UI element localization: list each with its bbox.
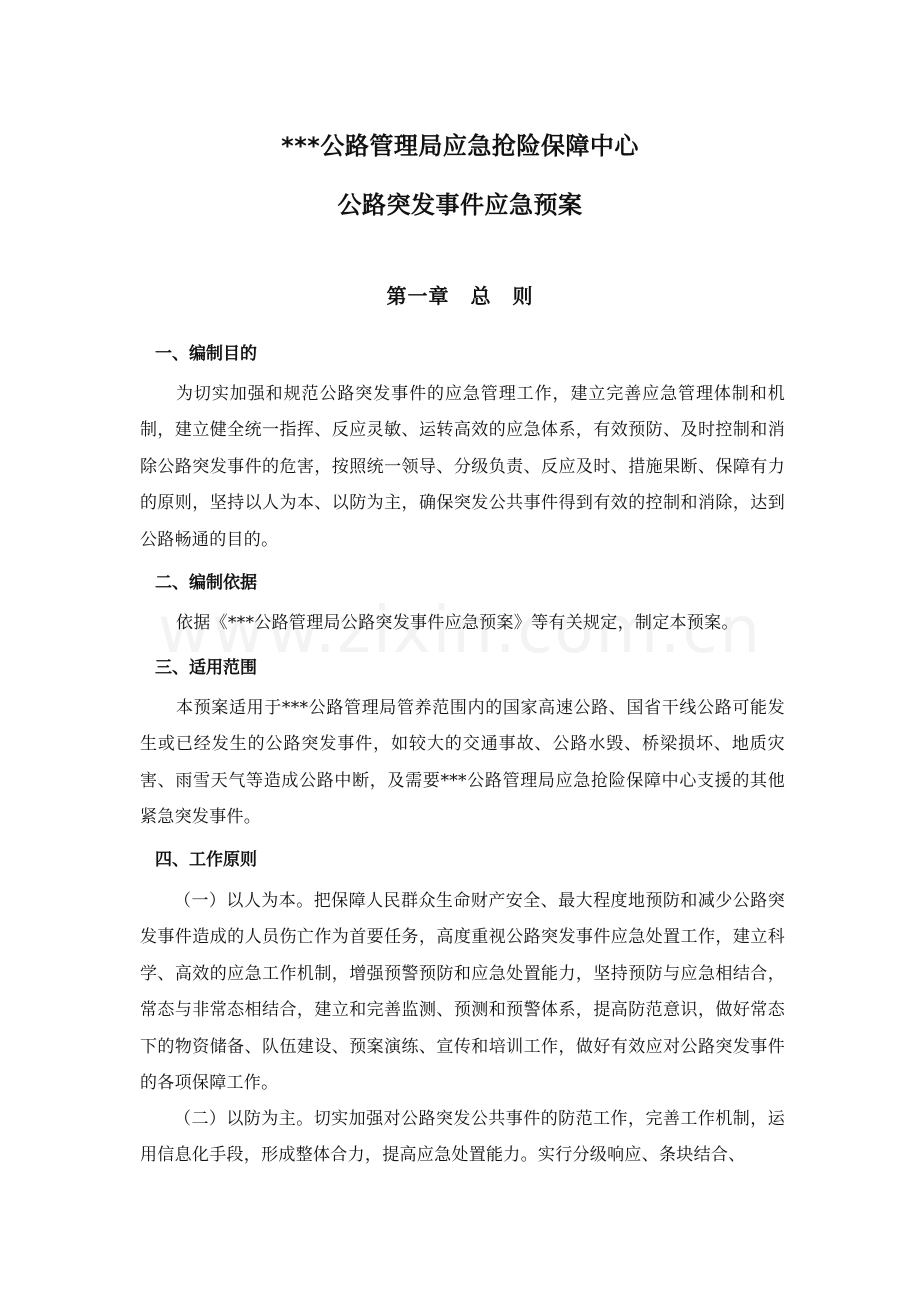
- section-heading-principles: 四、工作原则: [155, 850, 257, 870]
- chapter-heading: 第一章 总 则: [386, 284, 534, 308]
- section-heading-scope: 三、适用范围: [155, 658, 257, 678]
- section-paragraph-scope: 本预案适用于***公路管理局管养范围内的国家高速公路、国省干线公路可能发生或已经发生的公路突发事件，如较大的交通事故、公路水毁、桥梁损坏、地质灾害、雨雪天气等造成公路中断，及需要***公路管理局应急抢险保障中心支援的其他紧急突发事件。: [140, 698, 785, 828]
- document-title-line1: ***公路管理局应急抢险保障中心: [281, 132, 639, 160]
- section-paragraph-purpose: 为切实加强和规范公路突发事件的应急管理工作，建立完善应急管理体制和机制，建立健全统一指挥、反应灵敏、运转高效的应急体系，有效预防、及时控制和消除公路突发事件的危害，按照统一领导、分级负责、反应及时、措施果断、保障有力的原则，坚持以人为本、以防为主，确保突发公共事件得到有效的控制和消除，达到公路畅通的目的。: [140, 384, 785, 550]
- section-heading-basis: 二、编制依据: [155, 573, 257, 593]
- section-paragraph-principle-2: （二）以防为主。切实加强对公路突发公共事件的防范工作，完善工作机制，运用信息化手段，形成整体合力，提高应急处置能力。实行分级响应、条块结合、: [140, 1109, 785, 1166]
- section-paragraph-basis: 依据《***公路管理局公路突发事件应急预案》等有关规定，制定本预案。: [176, 613, 739, 633]
- section-heading-purpose: 一、编制目的: [155, 344, 257, 364]
- document-title-line2: 公路突发事件应急预案: [337, 191, 583, 219]
- section-paragraph-principle-1: （一）以人为本。把保障人民群众生命财产安全、最大程度地预防和减少公路突发事件造成的人员伤亡作为首要任务，高度重视公路突发事件应急处置工作，建立科学、高效的应急工作机制，增强预警预防和应急处置能力，坚持预防与应急相结合，常态与非常态相结合，建立和完善监测、预测和预警体系，提高防范意识，做好常态下的物资储备、队伍建设、预案演练、宣传和培训工作，做好有效应对公路突发事件的各项保障工作。: [140, 891, 785, 1094]
